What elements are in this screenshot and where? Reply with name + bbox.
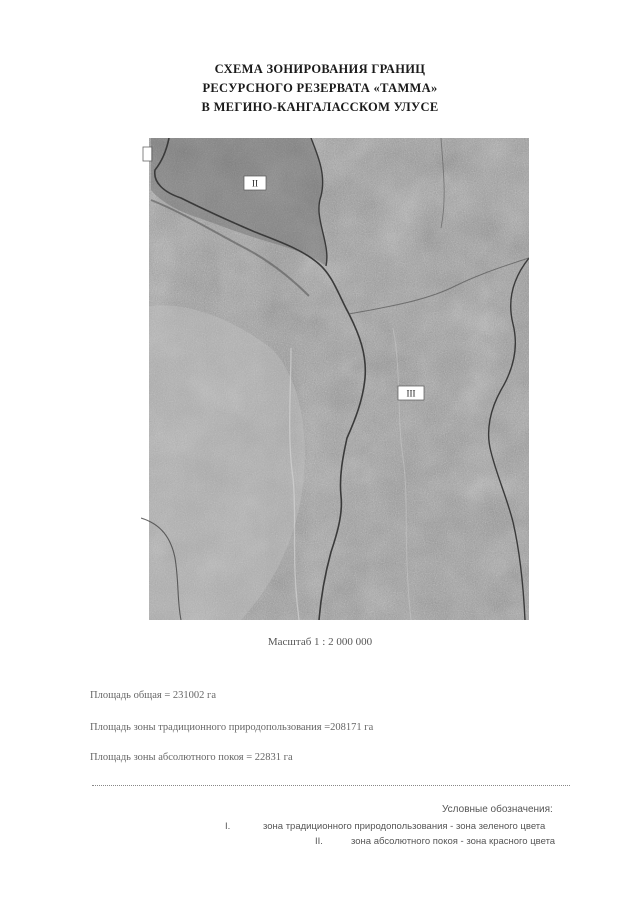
title-line-1: СХЕМА ЗОНИРОВАНИЯ ГРАНИЦ	[214, 62, 426, 76]
zone-label-2: III	[406, 388, 416, 399]
title-line-2: РЕСУРСНОГО РЕЗЕРВАТА «ТАММА»	[202, 81, 438, 95]
legend-title: Условные обозначения:	[442, 804, 553, 815]
map-left-margin	[141, 138, 149, 620]
legend-item-1-num: I.	[225, 821, 231, 832]
legend-item-1	[225, 821, 545, 832]
area-absolute-rest: Площадь зоны абсолютного покоя = 22831 га	[90, 752, 293, 763]
legend-item-2-text: зона абсолютного покоя - зона красного цвета	[351, 836, 556, 847]
area-total: Площадь общая = 231002 га	[90, 690, 217, 701]
title-line-3: В МЕГИНО-КАНГАЛАССКОМ УЛУСЕ	[201, 100, 439, 114]
map-svg	[141, 138, 529, 620]
area-traditional-use: Площадь зоны традиционного природопользования =208171 га	[90, 722, 374, 733]
zone-label-1: II	[252, 178, 258, 189]
map-title	[0, 60, 640, 117]
zoning-map	[141, 138, 529, 620]
map-corner-marker	[143, 147, 152, 161]
legend-item-2-num: II.	[315, 836, 323, 847]
legend-item-1-text: зона традиционного природопользования - зона зеленого цвета	[263, 821, 546, 832]
divider-line	[92, 785, 570, 786]
legend-item-2	[315, 836, 555, 847]
map-scale: Масштаб 1 : 2 000 000	[267, 636, 373, 648]
